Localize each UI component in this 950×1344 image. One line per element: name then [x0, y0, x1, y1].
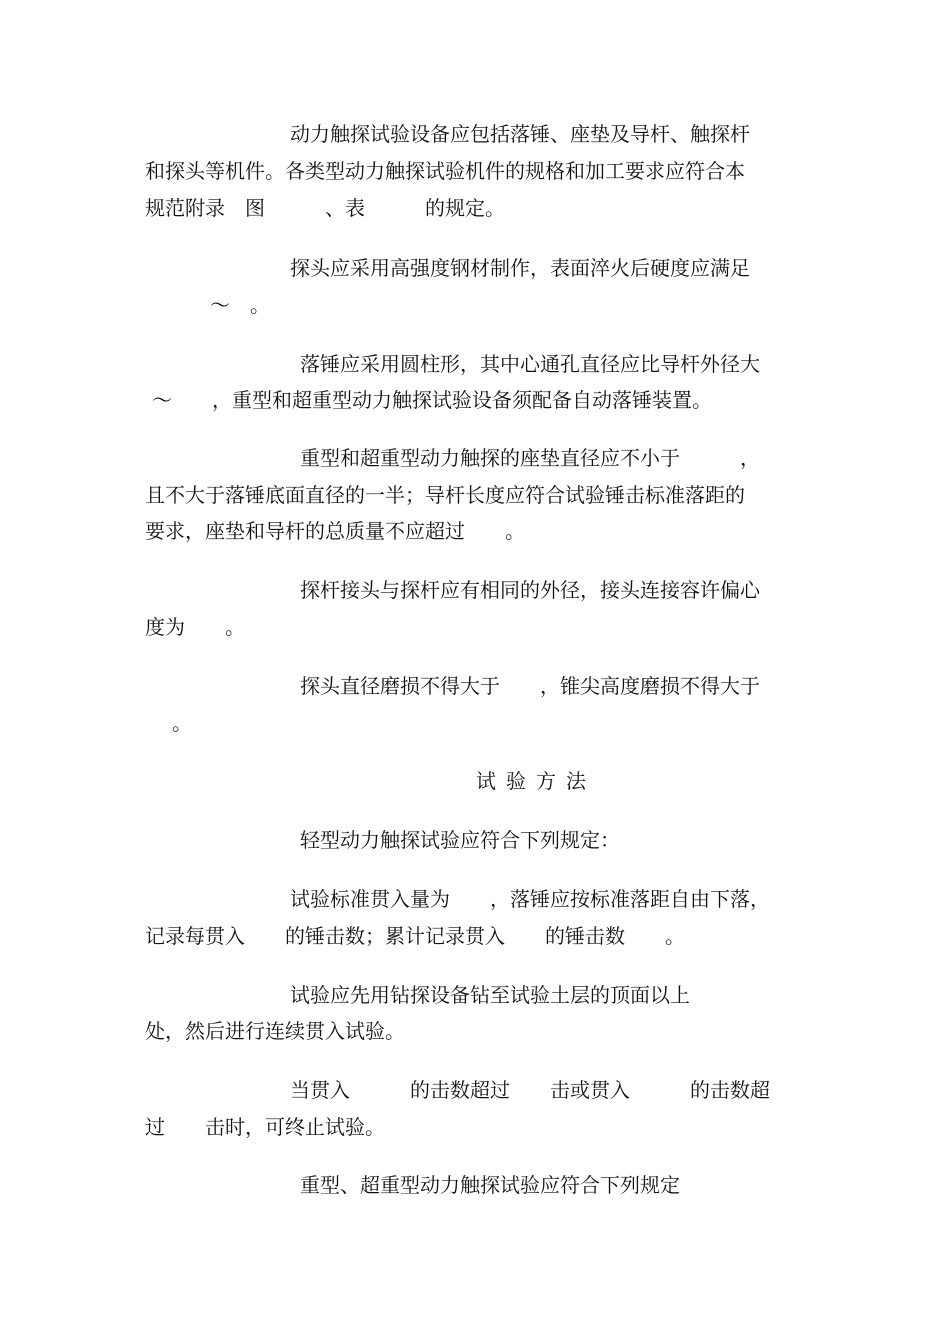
para-penetration-line-2: 记录每贯入 的锤击数；累计记录贯入 的锤击数 。: [145, 924, 685, 948]
para-probe-hardness-line-2: ～ 。: [210, 293, 270, 317]
para-heavy-test-intro: 重型、超重型动力触探试验应符合下列规定: [300, 1173, 680, 1197]
para-penetration-line-1: 试验标准贯入量为 ，落锤应按标准落距自由下落，: [290, 887, 770, 911]
para-equipment-line-2: 和探头等机件。各类型动力触探试验机件的规格和加工要求应符合本: [145, 159, 745, 183]
para-equipment-line-3: 规范附录 图 、表 的规定。: [145, 196, 505, 220]
para-equipment-line-1: 动力触探试验设备应包括落锤、座垫及导杆、触探杆: [290, 122, 750, 146]
para-hammer-line-2: ～ ，重型和超重型动力触探试验设备须配备自动落锤装置。: [152, 388, 712, 412]
para-rod-joint-line-2: 度为 。: [145, 615, 245, 639]
section-heading: 试验方法: [476, 769, 596, 793]
para-anvil-line-1: 重型和超重型动力触探的座垫直径应不小于 ，: [300, 446, 760, 470]
para-probe-hardness-line-1: 探头应采用高强度钢材制作，表面淬火后硬度应满足: [290, 256, 750, 280]
para-termination-line-1: 当贯入 的击数超过 击或贯入 的击数超: [290, 1078, 770, 1102]
para-probe-wear-line-1: 探头直径磨损不得大于 ，锥尖高度磨损不得大于: [300, 674, 760, 698]
para-termination-line-2: 过 击时，可终止试验。: [145, 1115, 385, 1139]
para-anvil-line-2: 且不大于落锤底面直径的一半；导杆长度应符合试验锤击标准落距的: [145, 483, 745, 507]
para-drilling-line-1: 试验应先用钻探设备钻至试验土层的顶面以上: [290, 983, 690, 1007]
para-rod-joint-line-1: 探杆接头与探杆应有相同的外径，接头连接容许偏心: [300, 578, 760, 602]
para-anvil-line-3: 要求，座垫和导杆的总质量不应超过 。: [145, 519, 525, 543]
para-hammer-line-1: 落锤应采用圆柱形，其中心通孔直径应比导杆外径大: [300, 352, 760, 376]
para-light-test-intro: 轻型动力触探试验应符合下列规定：: [300, 828, 620, 852]
para-probe-wear-line-2: 。: [172, 711, 192, 735]
para-drilling-line-2: 处，然后进行连续贯入试验。: [145, 1019, 405, 1043]
